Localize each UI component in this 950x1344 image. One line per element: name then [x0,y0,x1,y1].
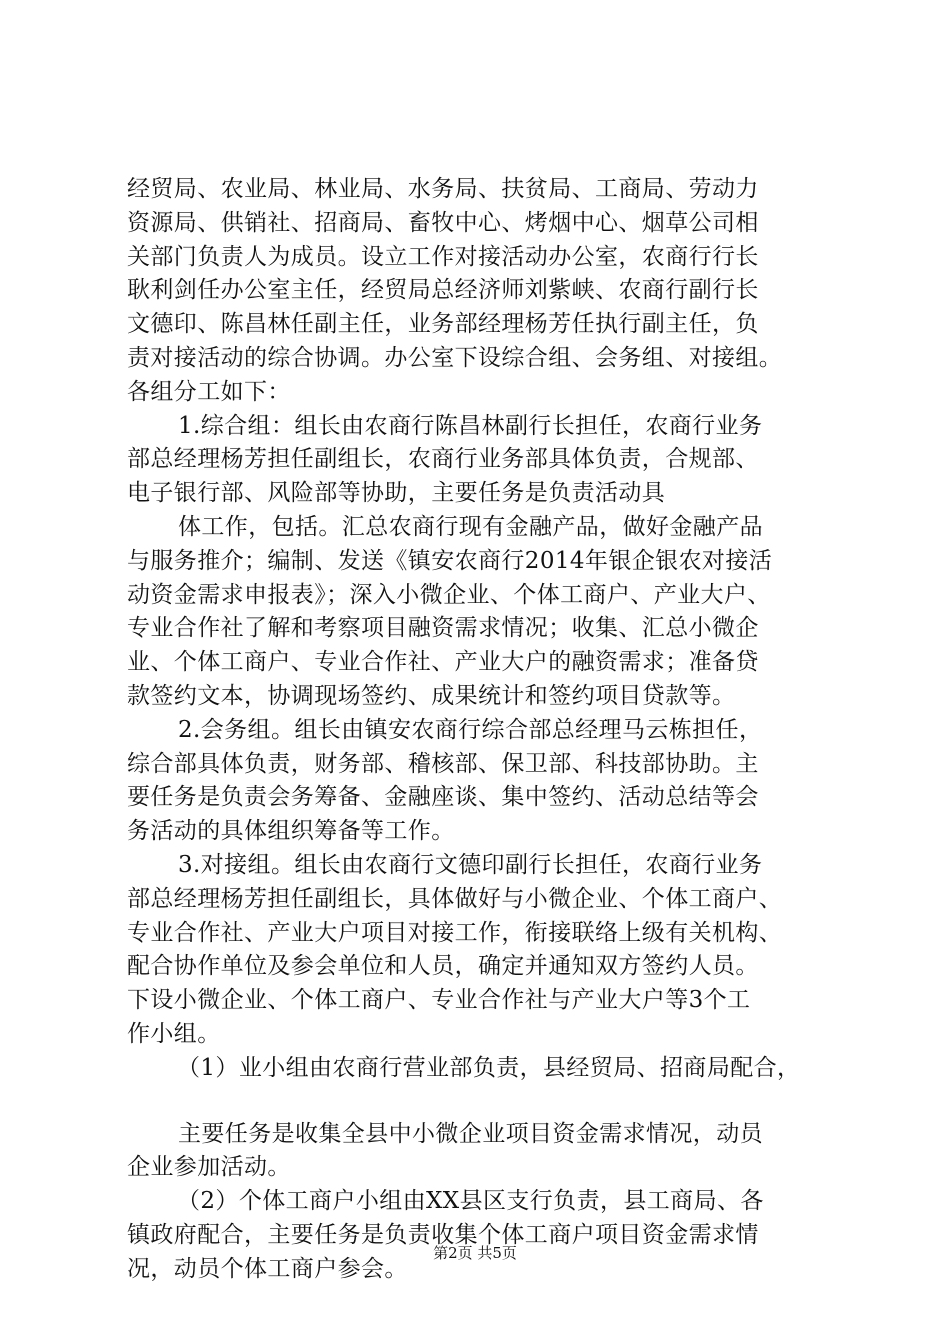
text-line: 耿利剑任办公室主任，经贸局总经济师刘紫峡、农商行副行长 [127,277,759,304]
paragraph-gap [127,1086,827,1118]
text-line: 文德印、陈昌林任副主任，业务部经理杨芳任执行副主任，负 [127,311,759,338]
text-line: 体工作，包括。汇总农商行现有金融产品，做好金融产品 [178,513,763,540]
text-line: 部总经理杨芳担任副组长，农商行业务部具体负责，合规部、 [127,446,759,473]
text-line: 电子银行部、风险部等协助，主要任务是负责活动具 [127,480,666,507]
document-body [127,173,827,1287]
section-heading-comprehensive-group: 1.综合组：组长由农商行陈昌林副行长担任，农商行业务 [178,412,763,439]
text-line: 经贸局、农业局、林业局、水务局、扶贫局、工商局、劳动力 [127,176,759,202]
text-line: 镇政府配合，主要任务是负责收集个体工商户项目资金需求情 [127,1221,759,1248]
text-line: 责对接活动的综合协调。办公室下设综合组、会务组、对接组。 [127,344,783,371]
text-line: 各组分工如下： [127,378,291,405]
text-line: 作小组。 [127,1020,221,1047]
text-line: 款签约文本，协调现场签约、成果统计和签约项目贷款等。 [127,682,736,709]
text-line: 综合部具体负责，财务部、稽核部、保卫部、科技部协助。主 [127,750,759,777]
text-line: 业、个体工商户、专业合作社、产业大户的融资需求；准备贷 [127,649,759,676]
text-line: 动资金需求申报表》；深入小微企业、个体工商户、产业大户、 [127,581,771,608]
text-line: 资源局、供销社、招商局、畜牧中心、烤烟中心、烟草公司相 [127,209,759,236]
text-line: 专业合作社了解和考察项目融资需求情况；收集、汇总小微企 [127,615,759,642]
text-line: 况，动员个体工商户参会。 [127,1255,408,1282]
text-line: 主要任务是收集全县中小微企业项目资金需求情况，动员 [178,1120,763,1147]
text-line: 关部门负责人为成员。设立工作对接活动办公室，农商行行长 [127,243,759,270]
subsection-heading-individual-business-group: （2）个体工商户小组由XX县区支行负责，县工商局、各 [177,1188,764,1215]
page-number-footer: 第2页 共5页 [433,1244,517,1262]
text-line: 专业合作社、产业大户项目对接工作，衔接联络上级有关机构、 [127,919,783,946]
section-heading-conference-group: 2.会务组。组长由镇安农商行综合部总经理马云栋担任， [178,716,763,743]
text-line: 要任务是负责会务筹备、金融座谈、集中签约、活动总结等会 [127,784,759,811]
text-line: 务活动的具体组织筹备等工作。 [127,818,455,845]
text-line: 与服务推介；编制、发送《镇安农商行2014年银企银农对接活 [127,547,773,574]
text-line: 部总经理杨芳担任副组长，具体做好与小微企业、个体工商户、 [127,885,783,912]
text-line: 下设小微企业、个体工商户、专业合作社与产业大户等3个工 [127,987,751,1014]
section-heading-docking-group: 3.对接组。组长由农商行文德印副行长担任，农商行业务 [178,851,763,878]
text-line: 企业参加活动。 [127,1154,291,1181]
subsection-heading-enterprise-group: （1）业小组由农商行营业部负责，县经贸局、招商局配合， [177,1054,801,1081]
text-line: 配合协作单位及参会单位和人员，确定并通知双方签约人员。 [127,953,759,980]
